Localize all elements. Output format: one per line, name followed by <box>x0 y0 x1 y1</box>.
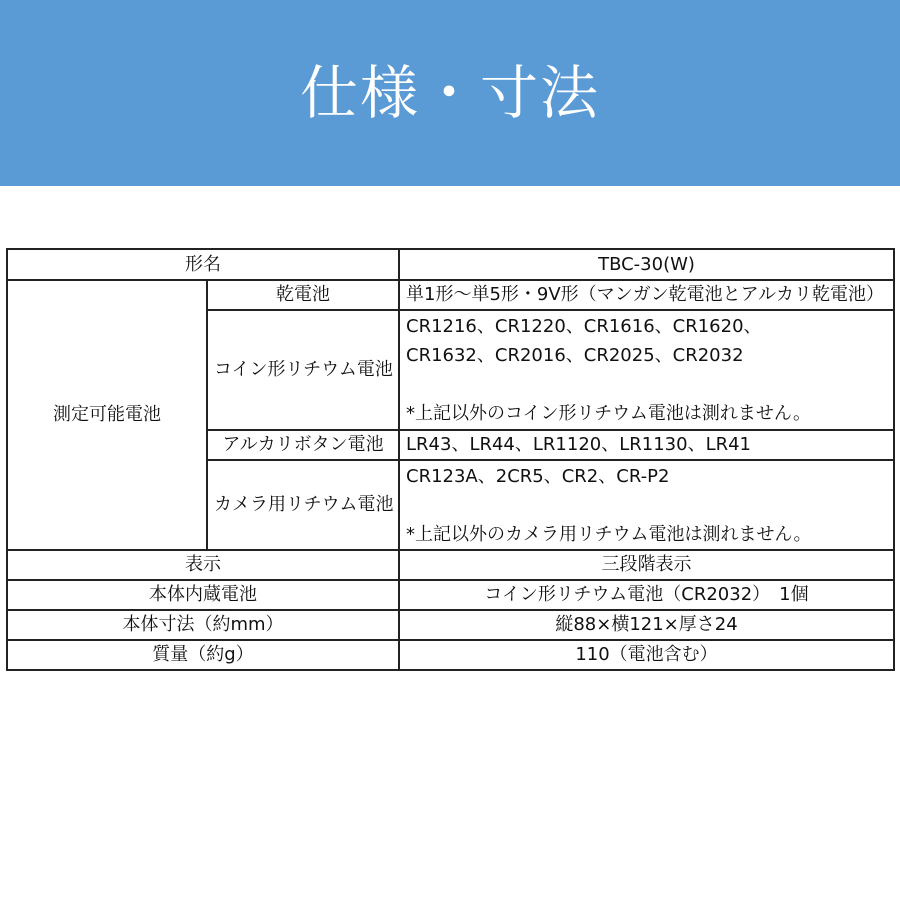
coin-battery-label: コイン形リチウム電池 <box>207 310 399 430</box>
weight-label: 質量（約g） <box>7 640 399 670</box>
button-battery-value: LR43、LR44、LR1120、LR1130、LR41 <box>399 430 894 460</box>
page-title: 仕様・寸法 <box>299 59 600 127</box>
coin-spacer <box>406 370 887 399</box>
camera-note: *上記以外のカメラ用リチウム電池は測れません。 <box>406 523 812 545</box>
coin-note: *上記以外のコイン形リチウム電池は測れません。 <box>406 403 811 424</box>
camera-battery-label: カメラ用リチウム電池 <box>207 460 399 550</box>
row-weight <box>7 640 894 670</box>
row-display <box>7 550 894 580</box>
spec-table <box>6 248 895 671</box>
dry-battery-value: 単1形～単5形・9V形（マンガン乾電池とアルカリ乾電池） <box>399 280 894 310</box>
internal-battery-label: 本体内蔵電池 <box>7 580 399 610</box>
model-label: 形名 <box>7 249 399 280</box>
dimensions-value: 縦88×横121×厚さ24 <box>399 610 894 640</box>
display-value: 三段階表示 <box>399 550 894 580</box>
dimensions-label: 本体寸法（約mm） <box>7 610 399 640</box>
model-value: TBC-30(W) <box>399 249 894 280</box>
camera-line-1: CR123A、2CR5、CR2、CR-P2 <box>406 465 670 487</box>
coin-battery-value <box>399 310 894 430</box>
coin-line-2: CR1632、CR2016、CR2025、CR2032 <box>406 345 744 366</box>
display-label: 表示 <box>7 550 399 580</box>
camera-spacer <box>406 491 887 520</box>
row-dimensions <box>7 610 894 640</box>
row-model <box>7 249 894 280</box>
dry-battery-label: 乾電池 <box>207 280 399 310</box>
internal-battery-value: コイン形リチウム電池（CR2032） 1個 <box>399 580 894 610</box>
camera-battery-value <box>399 460 894 550</box>
title-banner <box>0 0 900 186</box>
row-dry-battery <box>7 280 894 310</box>
button-battery-label: アルカリボタン電池 <box>207 430 399 460</box>
coin-line-1: CR1216、CR1220、CR1616、CR1620、 <box>406 316 762 337</box>
row-internal-battery <box>7 580 894 610</box>
measurable-label: 測定可能電池 <box>7 280 207 550</box>
weight-value: 110（電池含む） <box>399 640 894 670</box>
